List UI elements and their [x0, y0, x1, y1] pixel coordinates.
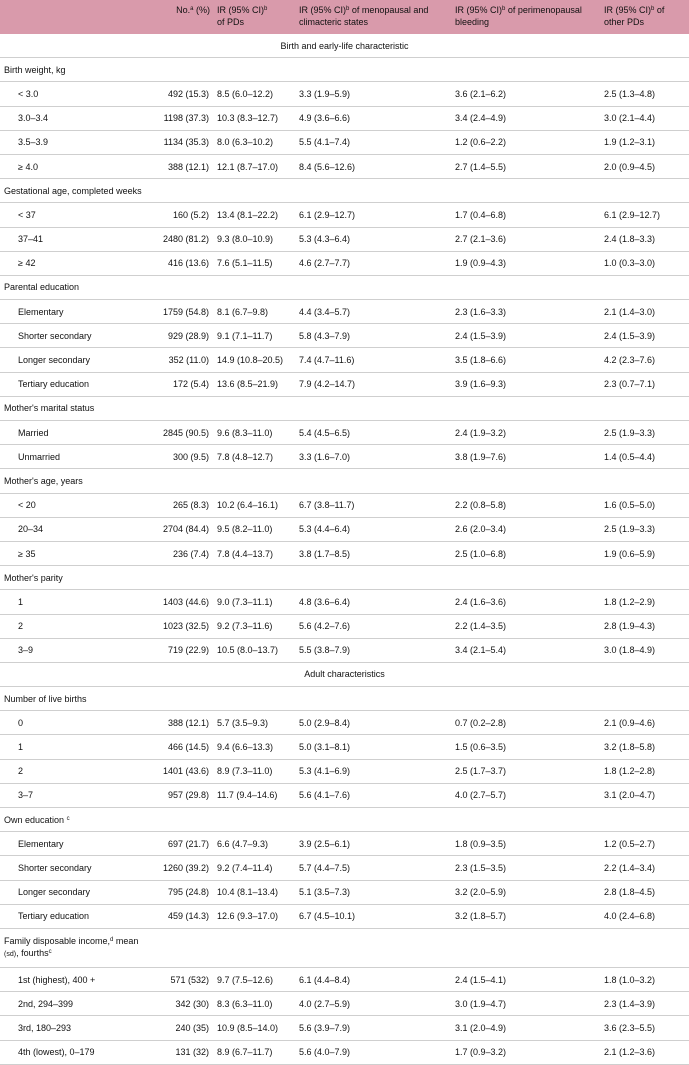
cell-ir-peri: 1.7 (0.9–3.2)	[455, 1047, 507, 1058]
cell-ir-meno: 4.4 (3.4–5.7)	[299, 306, 351, 317]
row-label: 3–7	[18, 790, 34, 801]
row-label: Elementary	[18, 306, 64, 317]
cell-ir-meno: 6.1 (2.9–12.7)	[299, 209, 356, 220]
cell-no: 172 (5.4)	[172, 379, 209, 390]
cell-ir-pds: 8.3 (6.3–11.0)	[217, 998, 273, 1009]
cell-ir-peri: 3.1 (2.0–4.9)	[455, 1022, 507, 1033]
cell-ir-peri: 3.8 (1.9–7.6)	[455, 451, 507, 462]
cell-ir-other: 2.1 (1.4–3.0)	[604, 306, 656, 317]
row-label: Tertiary education	[18, 911, 90, 922]
cell-ir-meno: 8.4 (5.6–12.6)	[299, 161, 356, 172]
cell-ir-meno: 5.5 (4.1–7.4)	[299, 137, 351, 148]
cell-ir-peri: 2.4 (1.5–4.1)	[455, 974, 507, 985]
header-ir-other: IR (95% CI)$^b$ of other PDs	[604, 5, 665, 27]
cell-ir-peri: 3.0 (1.9–4.7)	[455, 998, 507, 1009]
table-row	[0, 324, 689, 348]
cell-ir-other: 1.8 (1.2–2.8)	[604, 766, 656, 777]
cell-no: 416 (13.6)	[167, 258, 209, 269]
cell-ir-pds: 8.1 (6.7–9.8)	[217, 306, 269, 317]
cell-ir-meno: 4.6 (2.7–7.7)	[299, 258, 351, 269]
table-row	[0, 227, 689, 251]
cell-ir-other: 3.0 (1.8–4.9)	[604, 645, 656, 656]
cell-ir-pds: 13.6 (8.5–21.9)	[217, 379, 279, 390]
row-label: 37–41	[18, 234, 44, 245]
cell-ir-pds: 7.8 (4.8–12.7)	[217, 451, 274, 462]
group-row	[0, 928, 689, 967]
cell-ir-peri: 2.4 (1.6–3.6)	[455, 596, 507, 607]
cell-ir-pds: 6.6 (4.7–9.3)	[217, 838, 269, 849]
cell-no: 957 (29.8)	[167, 790, 209, 801]
cell-ir-meno: 5.6 (4.2–7.6)	[299, 621, 351, 632]
cell-ir-other: 2.0 (0.9–4.5)	[604, 161, 656, 172]
table-row	[0, 203, 689, 227]
table-row	[0, 759, 689, 783]
cell-no: 1260 (39.2)	[162, 862, 209, 873]
cell-ir-pds: 9.2 (7.3–11.6)	[217, 621, 273, 632]
cell-ir-pds: 10.3 (8.3–12.7)	[217, 113, 279, 124]
row-label: 3–9	[18, 645, 34, 656]
cell-ir-other: 2.3 (0.7–7.1)	[604, 379, 656, 390]
cell-no: 342 (30)	[175, 998, 209, 1009]
section-row	[0, 34, 689, 58]
cell-ir-peri: 2.2 (1.4–3.5)	[455, 621, 507, 632]
table-row	[0, 711, 689, 735]
cell-no: 929 (28.9)	[167, 330, 209, 341]
cell-ir-pds: 7.8 (4.4–13.7)	[217, 548, 274, 559]
cell-ir-meno: 5.3 (4.4–6.4)	[299, 524, 351, 535]
cell-ir-pds: 9.0 (7.3–11.1)	[217, 596, 273, 607]
cell-ir-other: 1.4 (0.5–4.4)	[604, 451, 656, 462]
group-row	[0, 469, 689, 493]
group-title: Gestational age, completed weeks	[4, 185, 142, 196]
cell-ir-other: 4.0 (2.4–6.8)	[604, 911, 656, 922]
cell-ir-pds: 12.6 (9.3–17.0)	[217, 911, 279, 922]
row-label: Elementary	[18, 838, 64, 849]
cell-ir-other: 2.5 (1.9–3.3)	[604, 524, 656, 535]
cell-ir-meno: 4.9 (3.6–6.6)	[299, 113, 351, 124]
cell-no: 236 (7.4)	[172, 548, 209, 559]
row-label: 4th (lowest), 0–179	[18, 1047, 95, 1058]
table-row	[0, 130, 689, 154]
cell-ir-peri: 4.0 (2.7–5.7)	[455, 790, 507, 801]
cell-no: 697 (21.7)	[167, 838, 209, 849]
cell-ir-meno: 5.5 (3.8–7.9)	[299, 645, 351, 656]
cell-ir-peri: 2.7 (1.4–5.5)	[455, 161, 507, 172]
row-label: Longer secondary	[18, 887, 91, 898]
cell-ir-pds: 13.4 (8.1–22.2)	[217, 209, 279, 220]
cell-no: 492 (15.3)	[167, 88, 209, 99]
group-title: Mother's age, years	[4, 475, 83, 486]
cell-no: 2480 (81.2)	[162, 234, 209, 245]
cell-ir-pds: 8.5 (6.0–12.2)	[217, 88, 274, 99]
table-row	[0, 493, 689, 517]
cell-ir-peri: 2.7 (2.1–3.6)	[455, 234, 507, 245]
cell-no: 1134 (35.3)	[163, 137, 209, 148]
cell-ir-other: 2.2 (1.4–3.4)	[604, 862, 656, 873]
row-label: ≥ 35	[18, 548, 36, 559]
cell-ir-meno: 5.8 (4.3–7.9)	[299, 330, 351, 341]
table-row	[0, 82, 689, 106]
group-title: Mother's parity	[4, 572, 63, 583]
row-label: 1	[18, 596, 24, 607]
cell-ir-other: 2.5 (1.9–3.3)	[604, 427, 656, 438]
cell-no: 240 (35)	[175, 1022, 209, 1033]
cell-ir-other: 1.9 (0.6–5.9)	[604, 548, 656, 559]
cell-ir-meno: 5.3 (4.1–6.9)	[299, 766, 351, 777]
cell-no: 1401 (43.6)	[162, 766, 209, 777]
row-label: Shorter secondary	[18, 330, 92, 341]
section-title: Birth and early-life characteristic	[280, 40, 409, 51]
row-label: < 20	[18, 500, 36, 511]
table-header	[0, 0, 689, 34]
cell-ir-peri: 1.5 (0.6–3.5)	[455, 742, 507, 753]
table-row	[0, 880, 689, 904]
cell-ir-pds: 7.6 (5.1–11.5)	[217, 258, 273, 269]
row-label: 2nd, 294–399	[18, 998, 74, 1009]
cell-no: 388 (12.1)	[167, 717, 209, 728]
table-row	[0, 445, 689, 469]
cell-ir-meno: 7.4 (4.7–11.6)	[299, 355, 355, 366]
table-row	[0, 154, 689, 178]
cell-ir-pds: 9.1 (7.1–11.7)	[217, 330, 273, 341]
cell-ir-other: 3.1 (2.0–4.7)	[604, 790, 656, 801]
cell-no: 352 (11.0)	[168, 355, 209, 366]
cell-ir-peri: 3.5 (1.8–6.6)	[455, 355, 507, 366]
cell-ir-meno: 5.3 (4.3–6.4)	[299, 234, 351, 245]
cell-ir-other: 2.1 (1.2–3.6)	[604, 1047, 656, 1058]
cell-no: 2845 (90.5)	[162, 427, 209, 438]
cell-ir-other: 3.6 (2.3–5.5)	[604, 1022, 656, 1033]
cell-ir-meno: 6.7 (3.8–11.7)	[299, 500, 355, 511]
cell-ir-other: 2.4 (1.8–3.3)	[604, 234, 656, 245]
cell-no: 1759 (54.8)	[162, 306, 209, 317]
cell-ir-peri: 0.7 (0.2–2.8)	[455, 717, 507, 728]
cell-ir-meno: 5.6 (4.0–7.9)	[299, 1047, 351, 1058]
row-label: Longer secondary	[18, 355, 91, 366]
group-row	[0, 58, 689, 82]
cell-ir-meno: 5.0 (2.9–8.4)	[299, 717, 351, 728]
header-ir-perimenopausal: IR (95% CI)$^b$ of perimenopausal bleeding	[455, 5, 582, 27]
cell-ir-pds: 10.5 (8.0–13.7)	[217, 645, 279, 656]
cell-no: 265 (8.3)	[172, 500, 209, 511]
row-label: Unmarried	[18, 451, 61, 462]
cell-ir-peri: 2.5 (1.0–6.8)	[455, 548, 507, 559]
cell-ir-pds: 5.7 (3.5–9.3)	[217, 717, 269, 728]
cell-ir-pds: 9.5 (8.2–11.0)	[217, 524, 273, 535]
cell-ir-peri: 3.2 (1.8–5.7)	[455, 911, 507, 922]
group-title: Number of live births	[4, 693, 87, 704]
cell-ir-other: 2.3 (1.4–3.9)	[604, 998, 656, 1009]
cell-no: 1403 (44.6)	[162, 596, 209, 607]
table-row	[0, 300, 689, 324]
header-ir-menopausal: IR (95% CI)$^b$ of menopausal and climacteric states	[299, 5, 429, 27]
cell-ir-meno: 7.9 (4.2–14.7)	[299, 379, 356, 390]
group-row	[0, 808, 689, 832]
cell-ir-meno: 3.8 (1.7–8.5)	[299, 548, 351, 559]
cell-ir-meno: 5.1 (3.5–7.3)	[299, 887, 351, 898]
cell-ir-pds: 9.3 (8.0–10.9)	[217, 234, 274, 245]
cell-ir-meno: 3.9 (2.5–6.1)	[299, 838, 351, 849]
cell-ir-peri: 2.3 (1.6–3.3)	[455, 306, 507, 317]
table-row	[0, 348, 689, 372]
cell-ir-peri: 1.2 (0.6–2.2)	[455, 137, 507, 148]
cell-ir-pds: 10.2 (6.4–16.1)	[217, 500, 279, 511]
row-label: 1	[18, 742, 24, 753]
cell-ir-pds: 10.4 (8.1–13.4)	[217, 887, 279, 898]
table-row	[0, 904, 689, 928]
cell-ir-peri: 2.4 (1.9–3.2)	[455, 427, 507, 438]
group-title: Birth weight, kg	[4, 64, 66, 75]
row-label: ≥ 42	[18, 258, 36, 269]
cell-ir-peri: 3.9 (1.6–9.3)	[455, 379, 507, 390]
section-title: Adult characteristics	[304, 669, 385, 680]
table-row	[0, 1016, 689, 1040]
group-title: Parental education	[4, 282, 80, 293]
cell-no: 466 (14.5)	[167, 742, 209, 753]
group-row	[0, 566, 689, 590]
group-title: Mother's marital status	[4, 403, 95, 414]
row-label: < 3.0	[18, 88, 39, 99]
cell-ir-peri: 3.4 (2.1–5.4)	[455, 645, 507, 656]
header-no-pct: No.$^a$ (%)	[176, 5, 210, 15]
table-row	[0, 421, 689, 445]
cell-ir-other: 2.8 (1.9–4.3)	[604, 621, 656, 632]
cell-ir-other: 1.0 (0.3–3.0)	[604, 258, 656, 269]
table-row	[0, 638, 689, 662]
cell-ir-peri: 3.4 (2.4–4.9)	[455, 113, 507, 124]
cell-ir-other: 1.8 (1.0–3.2)	[604, 974, 656, 985]
cell-ir-peri: 2.5 (1.7–3.7)	[455, 766, 507, 777]
cell-ir-meno: 6.1 (4.4–8.4)	[299, 974, 351, 985]
cell-ir-other: 4.2 (2.3–7.6)	[604, 355, 656, 366]
table-row	[0, 517, 689, 541]
group-title: Family disposable income,$^d$ mean (sd), fourths$^c$	[4, 935, 139, 958]
row-label: 3.0–3.4	[18, 113, 49, 124]
cell-ir-peri: 2.6 (2.0–3.4)	[455, 524, 507, 535]
cell-ir-other: 3.2 (1.8–5.8)	[604, 742, 656, 753]
cell-ir-peri: 3.2 (2.0–5.9)	[455, 887, 507, 898]
cell-ir-peri: 1.8 (0.9–3.5)	[455, 838, 507, 849]
cell-ir-peri: 2.2 (0.8–5.8)	[455, 500, 507, 511]
cell-ir-meno: 3.3 (1.9–5.9)	[299, 88, 351, 99]
cell-ir-meno: 4.8 (3.6–6.4)	[299, 596, 351, 607]
cell-ir-pds: 14.9 (10.8–20.5)	[217, 355, 284, 366]
row-label: ≥ 4.0	[18, 161, 38, 172]
cell-ir-pds: 11.7 (9.4–14.6)	[217, 790, 278, 801]
cell-no: 1198 (37.3)	[163, 113, 209, 124]
cell-ir-peri: 1.7 (0.4–6.8)	[455, 209, 507, 220]
row-label: Married	[18, 427, 49, 438]
cell-ir-pds: 8.9 (7.3–11.0)	[217, 766, 273, 777]
section-row	[0, 662, 689, 686]
row-label: 3rd, 180–293	[18, 1022, 72, 1033]
cell-no: 131 (32)	[175, 1047, 209, 1058]
cell-ir-other: 1.2 (0.5–2.7)	[604, 838, 656, 849]
cell-ir-meno: 5.7 (4.4–7.5)	[299, 862, 351, 873]
cell-ir-peri: 3.6 (2.1–6.2)	[455, 88, 507, 99]
cell-ir-pds: 9.6 (8.3–11.0)	[217, 427, 273, 438]
header-characteristic	[0, 0, 153, 34]
cell-no: 795 (24.8)	[167, 887, 209, 898]
cell-ir-peri: 2.4 (1.5–3.9)	[455, 330, 507, 341]
header-ir-pds: IR (95% CI)$^b$ of PDs	[217, 5, 268, 27]
table-row	[0, 735, 689, 759]
row-label: < 37	[18, 209, 36, 220]
cell-ir-other: 2.4 (1.5–3.9)	[604, 330, 656, 341]
cell-no: 459 (14.3)	[167, 911, 209, 922]
cell-no: 1023 (32.5)	[162, 621, 209, 632]
row-label: 3.5–3.9	[18, 137, 49, 148]
table-row	[0, 1040, 689, 1064]
row-label: Tertiary education	[18, 379, 90, 390]
row-label: 0	[18, 717, 24, 728]
cell-no: 300 (9.5)	[172, 451, 209, 462]
cell-ir-pds: 12.1 (8.7–17.0)	[217, 161, 279, 172]
cell-ir-other: 3.0 (2.1–4.4)	[604, 113, 656, 124]
cell-ir-meno: 5.0 (3.1–8.1)	[299, 742, 351, 753]
table-row	[0, 541, 689, 565]
cell-ir-other: 2.5 (1.3–4.8)	[604, 88, 656, 99]
cell-ir-meno: 5.6 (3.9–7.9)	[299, 1022, 351, 1033]
table-row	[0, 783, 689, 807]
row-label: Shorter secondary	[18, 862, 92, 873]
group-row	[0, 179, 689, 203]
table-row	[0, 967, 689, 991]
row-label: 2	[18, 766, 24, 777]
cell-ir-pds: 8.0 (6.3–10.2)	[217, 137, 274, 148]
cell-ir-meno: 3.3 (1.6–7.0)	[299, 451, 351, 462]
cell-ir-pds: 9.2 (7.4–11.4)	[217, 862, 273, 873]
row-label: 1st (highest), 400 +	[18, 974, 96, 985]
cell-ir-meno: 5.6 (4.1–7.6)	[299, 790, 351, 801]
cell-ir-other: 2.8 (1.8–4.5)	[604, 887, 656, 898]
cell-ir-meno: 5.4 (4.5–6.5)	[299, 427, 351, 438]
table-row	[0, 251, 689, 275]
cell-ir-other: 6.1 (2.9–12.7)	[604, 209, 661, 220]
table-row	[0, 832, 689, 856]
cell-no: 2704 (84.4)	[162, 524, 209, 535]
cell-ir-pds: 9.4 (6.6–13.3)	[217, 742, 274, 753]
row-label: 20–34	[18, 524, 44, 535]
table-row	[0, 590, 689, 614]
cell-ir-other: 1.9 (1.2–3.1)	[604, 137, 656, 148]
cell-ir-other: 1.8 (1.2–2.9)	[604, 596, 656, 607]
cell-no: 719 (22.9)	[167, 645, 209, 656]
table-row	[0, 856, 689, 880]
table-row	[0, 992, 689, 1016]
cell-ir-peri: 2.3 (1.5–3.5)	[455, 862, 507, 873]
table-row	[0, 106, 689, 130]
cell-ir-peri: 1.9 (0.9–4.3)	[455, 258, 507, 269]
group-row	[0, 396, 689, 420]
cell-no: 571 (532)	[170, 974, 209, 985]
header-row	[0, 0, 689, 34]
group-row	[0, 275, 689, 299]
cell-no: 160 (5.2)	[172, 209, 209, 220]
cell-no: 388 (12.1)	[167, 161, 209, 172]
cell-ir-meno: 4.0 (2.7–5.9)	[299, 998, 351, 1009]
table-row	[0, 372, 689, 396]
cell-ir-pds: 8.9 (6.7–11.7)	[217, 1047, 273, 1058]
cell-ir-pds: 10.9 (8.5–14.0)	[217, 1022, 279, 1033]
cell-ir-pds: 9.7 (7.5–12.6)	[217, 974, 274, 985]
group-title: Own education $^c$	[4, 814, 70, 825]
group-row	[0, 687, 689, 711]
cell-ir-other: 2.1 (0.9–4.6)	[604, 717, 656, 728]
table-row	[0, 614, 689, 638]
cell-ir-meno: 6.7 (4.5–10.1)	[299, 911, 356, 922]
cell-ir-other: 1.6 (0.5–5.0)	[604, 500, 656, 511]
row-label: 2	[18, 621, 24, 632]
